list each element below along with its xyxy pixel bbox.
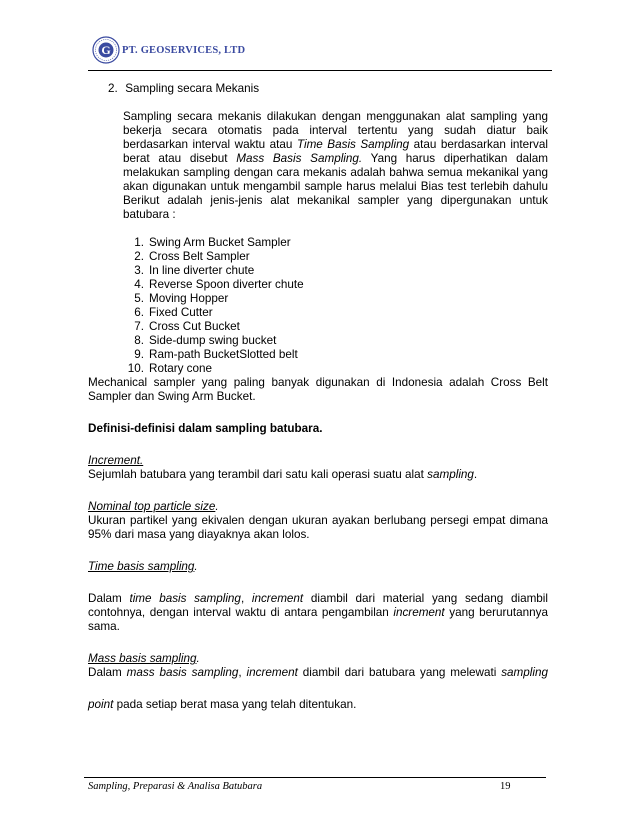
list-number: 9. [134,348,144,361]
term-nominal: Nominal top particle size [88,500,216,513]
term-time-basis: Time basis sampling [88,560,195,573]
footer-title: Sampling, Preparasi & Analisa Batubara [88,781,263,792]
section-title: Sampling secara Mekanis [125,82,260,95]
list-number: 6. [134,306,144,319]
intro-paragraph [123,110,548,222]
list-label: Ram-path BucketSlotted belt [149,348,298,361]
list-label: Side-dump swing bucket [149,334,277,347]
list-item [123,264,548,278]
definition-emphasis: increment [246,666,298,679]
header-divider [88,70,552,71]
list-number: 3. [134,264,144,277]
list-number: 4. [134,278,144,291]
list-number: 7. [134,320,144,333]
geoservices-logo-icon [92,36,120,64]
intro-text: Sampling secara mekanis dilakukan dengan menggunakan alat sampling yang bekerja secara otomatis pada interval tertentu yang sudah diatur baik berdasarkan interval waktu atau [123,110,548,151]
list-item [123,306,548,320]
term-time-wrapper [88,560,548,574]
list-label: Cross Cut Bucket [149,320,240,333]
definition-nominal: Ukuran partikel yang ekivalen dengan ukuran ayakan berlubang persegi empat dimana 95% dari masa yang diayaknya akan lolos. [88,514,548,541]
list-label: In line diverter chute [149,264,255,277]
page-header [88,36,552,72]
list-number: 5. [134,292,144,305]
definition-emphasis: sampling [501,666,548,679]
definition-increment [88,468,548,482]
term-nominal-wrapper [88,500,548,514]
definition-mass-basis-line1 [88,666,548,680]
list-item [123,334,548,348]
definition-text: Sejumlah batubara yang terambil dari satu kali operasi suatu alat [88,468,428,481]
definition-emphasis: increment [393,606,445,619]
term-suffix: . [215,500,219,513]
list-label: Cross Belt Sampler [149,250,250,263]
term-mass-wrapper [88,652,548,666]
definition-emphasis: increment [251,592,304,605]
definition-text: diambil dari batubara yang melewati [297,666,502,679]
company-name: PT. GEOSERVICES, LTD [122,45,246,56]
definition-text: yang berurutannya sama. [88,606,548,633]
definition-text: Dalam [88,592,130,605]
section-heading [108,82,548,96]
list-item [123,278,548,292]
definition-time-basis [88,592,548,634]
term-increment: Increment. [88,454,144,467]
definition-emphasis: mass basis sampling [126,666,239,679]
list-label: Swing Arm Bucket Sampler [149,236,291,249]
list-item [123,362,548,376]
term-suffix: . [196,652,200,665]
definition-text: , [240,592,252,605]
list-label: Moving Hopper [149,292,229,305]
page-body [88,78,548,712]
section-number: 2. [108,82,118,95]
definition-emphasis: point [88,698,114,711]
list-number: 10. [127,362,144,375]
definition-text: Dalam [88,666,127,679]
intro-emphasis: Mass Basis Sampling. [236,152,363,165]
definition-text: pada setiap berat masa yang telah ditentukan. [113,698,357,711]
page-number: 19 [500,781,511,792]
definition-emphasis: sampling [427,468,474,481]
list-label: Fixed Cutter [149,306,213,319]
list-item [123,250,548,264]
list-label: Reverse Spoon diverter chute [149,278,304,291]
list-label: Rotary cone [149,362,213,375]
definition-text: . [473,468,478,481]
list-number: 8. [134,334,144,347]
list-item [123,236,548,250]
definitions-heading: Definisi-definisi dalam sampling batubara. [88,422,323,435]
intro-text: Yang harus diperhatikan dalam melakukan sampling dengan cara mekanis adalah bahwa semua mekanikal yang akan digunakan untuk mengambil sample harus melalui Bias test terlebih dahulu Berikut adalah jenis-jenis alat mekanikal sampler yang dipergunakan untuk batubara : [123,152,548,221]
list-item [123,348,548,362]
definition-text: , [238,666,247,679]
term-mass-basis: Mass basis sampling [88,652,197,665]
footer-divider [84,777,546,778]
list-number: 2. [134,250,144,263]
intro-emphasis: Time Basis Sampling [296,138,410,151]
list-item [123,320,548,334]
term-suffix: . [194,560,198,573]
definition-emphasis: time basis sampling [129,592,241,605]
list-item [123,292,548,306]
list-number: 1. [134,236,144,249]
sampler-list [123,236,548,376]
svg-text:G: G [101,43,111,58]
intro-text: atau berdasarkan interval berat atau disebut [123,138,549,165]
definition-text: diambil dari material yang sedang diambil contohnya, dengan interval waktu di antara pengambilan [88,592,548,619]
closing-paragraph: Mechanical sampler yang paling banyak digunakan di Indonesia adalah Cross Belt Sampler dan Swing Arm Bucket. [88,376,548,403]
definition-mass-basis-line2 [88,698,548,712]
